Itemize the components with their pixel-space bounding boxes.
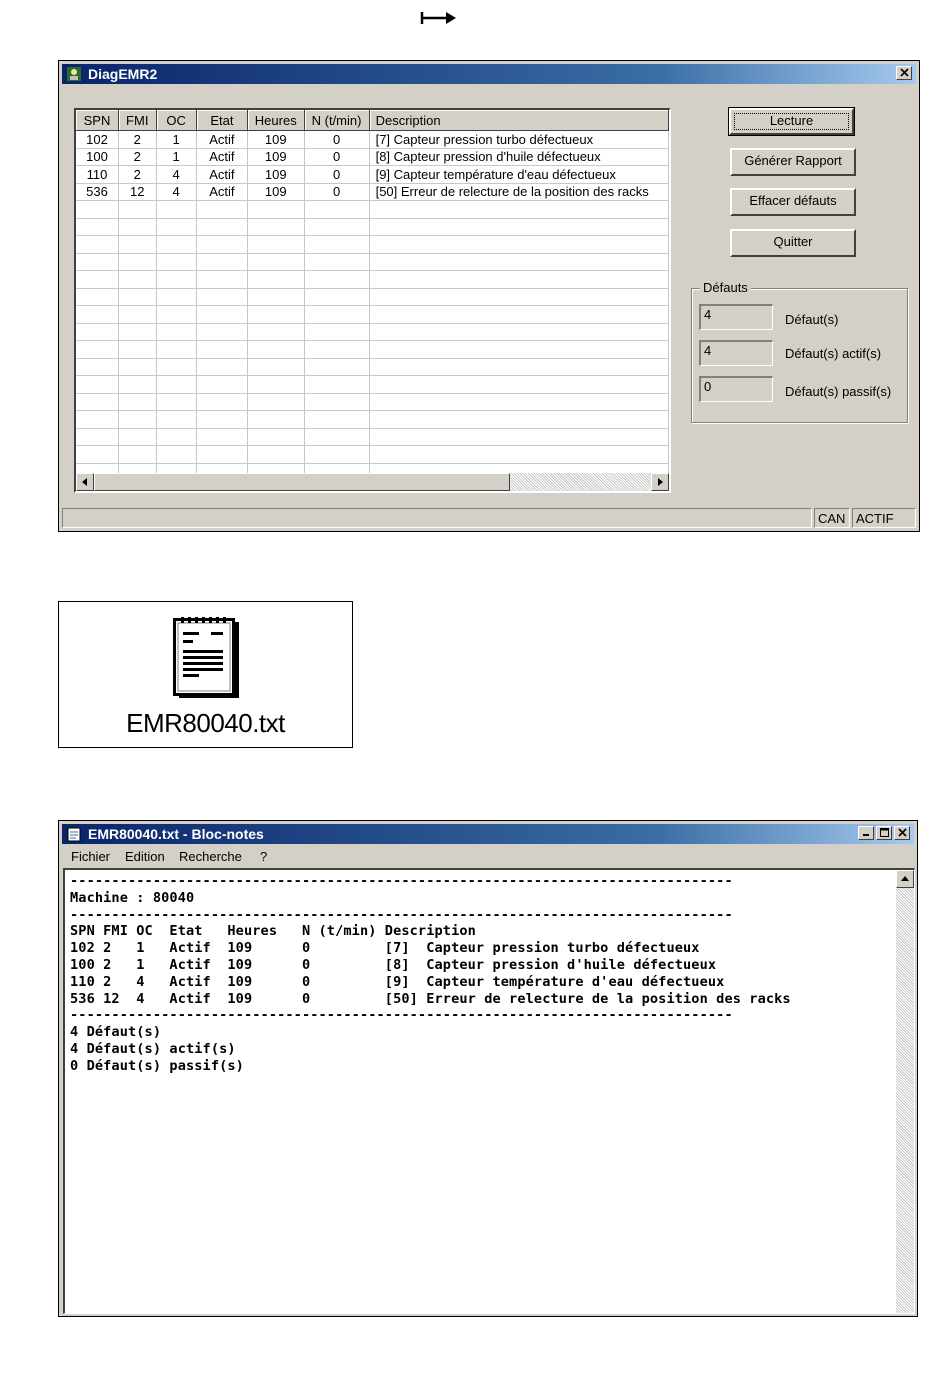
cell-rpm: 0 — [304, 183, 369, 201]
menu-edition[interactable]: Edition — [125, 849, 165, 864]
empty-cell — [76, 446, 118, 464]
empty-cell — [156, 253, 196, 271]
cell-etat: Actif — [196, 131, 247, 149]
empty-cell — [369, 271, 668, 289]
empty-cell — [118, 393, 156, 411]
empty-cell — [196, 218, 247, 236]
column-header-fmi[interactable]: FMI — [118, 110, 156, 131]
empty-cell — [196, 446, 247, 464]
notepad-titlebar[interactable] — [62, 824, 914, 844]
cell-spn: 102 — [76, 131, 118, 149]
scroll-up-button[interactable] — [896, 870, 914, 888]
empty-cell — [247, 393, 304, 411]
faults-table[interactable] — [74, 108, 671, 493]
cell-description: [9] Capteur température d'eau défectueux — [369, 166, 668, 184]
empty-cell — [304, 376, 369, 394]
horizontal-scrollbar[interactable] — [76, 473, 669, 491]
cell-fmi: 12 — [118, 183, 156, 201]
defauts-actifs-label: Défaut(s) actif(s) — [785, 346, 882, 361]
app-icon — [66, 66, 82, 82]
empty-cell — [118, 341, 156, 359]
window-title: EMR80040.txt - Bloc-notes — [88, 826, 264, 842]
empty-cell — [247, 288, 304, 306]
empty-cell — [156, 446, 196, 464]
empty-cell — [76, 218, 118, 236]
generer-rapport-button[interactable] — [730, 148, 856, 176]
column-header-spn[interactable]: SPN — [76, 110, 118, 131]
cell-etat: Actif — [196, 166, 247, 184]
defauts-passifs-field: 0 — [699, 376, 773, 402]
notepad-content: -------------------------------------------------------------------------------- Machine : 80040 -------------------------------------------------------------------------------- SPN FMI OC Etat Heures N (t/min) Description 102 2 1 Actif 109 0 [7] Capteur pression turbo défectueux 100 2 1 Actif 109 0 [8] Capteur pression d'huile défectueux 110 2 4 Actif 109 0 [9] Capteur température d'eau défectueux 536 12 4 Actif 109 0 [50] Erreur de relecture de la position des racks -------------------------------------------------------------------------------- 4 Défaut(s) 4 Défaut(s) actif(s) 0 Défaut(s) passif(s) — [70, 873, 791, 1074]
focus-rectangle — [734, 113, 849, 130]
empty-cell — [156, 411, 196, 429]
empty-cell — [247, 411, 304, 429]
table-row[interactable] — [76, 131, 669, 149]
cell-description: [50] Erreur de relecture de la position des racks — [369, 183, 668, 201]
empty-cell — [118, 358, 156, 376]
cell-etat: Actif — [196, 183, 247, 201]
empty-cell — [369, 341, 668, 359]
empty-table-row — [76, 393, 669, 411]
cell-rpm: 0 — [304, 166, 369, 184]
empty-cell — [156, 358, 196, 376]
defauts-total-label: Défaut(s) — [785, 312, 839, 327]
empty-cell — [76, 358, 118, 376]
empty-cell — [196, 341, 247, 359]
status-pane-actif: ACTIF — [852, 508, 916, 528]
empty-cell — [196, 253, 247, 271]
empty-cell — [118, 306, 156, 324]
empty-cell — [196, 306, 247, 324]
cell-description: [7] Capteur pression turbo défectueux — [369, 131, 668, 149]
empty-cell — [196, 236, 247, 254]
empty-cell — [369, 218, 668, 236]
empty-cell — [304, 236, 369, 254]
empty-cell — [369, 411, 668, 429]
effacer-defauts-button[interactable] — [730, 188, 856, 216]
empty-cell — [156, 428, 196, 446]
cell-rpm: 0 — [304, 131, 369, 149]
empty-cell — [118, 428, 156, 446]
lecture-button-label: Lecture — [769, 113, 814, 128]
empty-cell — [304, 323, 369, 341]
scrollbar-track[interactable] — [510, 473, 651, 491]
empty-table-row — [76, 218, 669, 236]
cell-oc: 4 — [156, 183, 196, 201]
empty-cell — [196, 358, 247, 376]
maximize-icon — [880, 828, 889, 837]
empty-cell — [196, 323, 247, 341]
file-icon-box — [58, 601, 353, 748]
empty-cell — [76, 253, 118, 271]
empty-cell — [369, 323, 668, 341]
empty-cell — [76, 428, 118, 446]
empty-cell — [76, 323, 118, 341]
file-icon-label[interactable]: EMR80040.txt — [126, 708, 285, 738]
table-row[interactable] — [76, 166, 669, 184]
defauts-actifs-field: 4 — [699, 340, 773, 366]
empty-cell — [76, 201, 118, 219]
column-header-etat[interactable]: Etat — [196, 110, 247, 131]
empty-cell — [156, 288, 196, 306]
cell-fmi: 2 — [118, 131, 156, 149]
status-pane-can: CAN — [814, 508, 850, 528]
scroll-right-button[interactable] — [651, 473, 669, 491]
empty-cell — [369, 306, 668, 324]
cell-heures: 109 — [247, 148, 304, 166]
empty-cell — [247, 446, 304, 464]
cell-fmi: 2 — [118, 148, 156, 166]
empty-cell — [304, 446, 369, 464]
empty-cell — [304, 341, 369, 359]
empty-cell — [196, 393, 247, 411]
empty-cell — [247, 306, 304, 324]
empty-cell — [369, 393, 668, 411]
diagemr2-titlebar[interactable] — [62, 64, 916, 84]
empty-cell — [156, 341, 196, 359]
cell-oc: 1 — [156, 148, 196, 166]
menu-bar — [63, 847, 913, 867]
empty-cell — [304, 271, 369, 289]
empty-cell — [247, 271, 304, 289]
empty-cell — [247, 376, 304, 394]
empty-cell — [156, 218, 196, 236]
empty-table-row — [76, 306, 669, 324]
empty-cell — [369, 201, 668, 219]
empty-table-row — [76, 201, 669, 219]
cell-spn: 536 — [76, 183, 118, 201]
table-row[interactable] — [76, 183, 669, 201]
cell-heures: 109 — [247, 183, 304, 201]
arrow-right-icon — [652, 474, 668, 490]
empty-cell — [369, 253, 668, 271]
scrollbar-thumb[interactable] — [94, 473, 510, 491]
empty-table-row — [76, 236, 669, 254]
empty-table-row — [76, 341, 669, 359]
empty-cell — [156, 306, 196, 324]
empty-cell — [76, 341, 118, 359]
quitter-label: Quitter — [773, 234, 813, 249]
close-button[interactable] — [894, 826, 910, 840]
empty-cell — [196, 271, 247, 289]
empty-cell — [247, 428, 304, 446]
maximize-button[interactable] — [876, 826, 892, 840]
defauts-total-field: 4 — [699, 304, 773, 330]
empty-cell — [118, 253, 156, 271]
empty-cell — [304, 201, 369, 219]
empty-cell — [76, 376, 118, 394]
empty-cell — [118, 446, 156, 464]
empty-cell — [156, 376, 196, 394]
empty-table-row — [76, 411, 669, 429]
empty-cell — [76, 393, 118, 411]
empty-table-row — [76, 376, 669, 394]
empty-cell — [156, 323, 196, 341]
cell-rpm: 0 — [304, 148, 369, 166]
table-header-row — [76, 110, 669, 131]
empty-cell — [196, 428, 247, 446]
empty-cell — [118, 201, 156, 219]
effacer-defauts-label: Effacer défauts — [749, 193, 837, 208]
empty-table-row — [76, 428, 669, 446]
empty-cell — [247, 253, 304, 271]
empty-cell — [304, 393, 369, 411]
column-header-rpm[interactable]: N (t/min) — [304, 110, 369, 131]
empty-cell — [247, 201, 304, 219]
empty-cell — [247, 341, 304, 359]
empty-cell — [156, 271, 196, 289]
window-title: DiagEMR2 — [88, 66, 158, 82]
empty-cell — [196, 201, 247, 219]
minimize-button[interactable] — [858, 826, 874, 840]
empty-table-rows — [76, 201, 669, 494]
empty-cell — [118, 411, 156, 429]
empty-cell — [76, 288, 118, 306]
arrow-up-icon — [897, 871, 913, 887]
column-header-oc[interactable]: OC — [156, 110, 196, 131]
minimize-icon — [862, 828, 871, 837]
close-icon — [900, 68, 909, 77]
lecture-button[interactable] — [729, 108, 854, 135]
close-button[interactable] — [896, 66, 912, 80]
defauts-passifs-label: Défaut(s) passif(s) — [785, 384, 892, 399]
notepad-text-area[interactable] — [63, 868, 915, 1314]
empty-cell — [156, 236, 196, 254]
status-pane-main — [62, 508, 812, 528]
cell-heures: 109 — [247, 131, 304, 149]
empty-cell — [76, 306, 118, 324]
empty-cell — [156, 201, 196, 219]
notepad-window — [58, 820, 918, 1317]
status-bar — [62, 508, 916, 528]
empty-cell — [118, 323, 156, 341]
empty-cell — [118, 271, 156, 289]
cell-oc: 1 — [156, 131, 196, 149]
quitter-button[interactable] — [730, 229, 856, 257]
empty-cell — [369, 376, 668, 394]
column-header-description[interactable]: Description — [369, 110, 668, 131]
close-icon — [898, 828, 907, 837]
empty-cell — [118, 288, 156, 306]
empty-table-row — [76, 323, 669, 341]
cell-etat: Actif — [196, 148, 247, 166]
empty-cell — [369, 236, 668, 254]
empty-table-row — [76, 288, 669, 306]
menu-recherche[interactable]: Recherche — [179, 849, 242, 864]
cell-spn: 110 — [76, 166, 118, 184]
empty-table-row — [76, 253, 669, 271]
empty-cell — [76, 271, 118, 289]
empty-cell — [369, 288, 668, 306]
empty-cell — [118, 376, 156, 394]
empty-cell — [76, 236, 118, 254]
empty-cell — [156, 393, 196, 411]
empty-cell — [304, 358, 369, 376]
cell-oc: 4 — [156, 166, 196, 184]
notepad-file-icon[interactable] — [169, 614, 245, 700]
empty-cell — [304, 411, 369, 429]
generer-rapport-label: Générer Rapport — [744, 153, 842, 168]
empty-cell — [304, 253, 369, 271]
empty-table-row — [76, 271, 669, 289]
empty-table-row — [76, 446, 669, 464]
empty-cell — [118, 218, 156, 236]
empty-cell — [304, 288, 369, 306]
empty-cell — [304, 306, 369, 324]
menu-aide[interactable]: ? — [260, 849, 268, 864]
cell-fmi: 2 — [118, 166, 156, 184]
empty-cell — [247, 236, 304, 254]
empty-cell — [369, 428, 668, 446]
empty-cell — [247, 218, 304, 236]
arrow-left-icon — [77, 474, 93, 490]
empty-cell — [76, 411, 118, 429]
empty-cell — [196, 376, 247, 394]
vertical-scrollbar[interactable] — [896, 870, 914, 1313]
empty-cell — [247, 323, 304, 341]
defauts-legend: Défauts — [700, 280, 751, 295]
cell-heures: 109 — [247, 166, 304, 184]
empty-cell — [247, 358, 304, 376]
column-header-heures[interactable]: Heures — [247, 110, 304, 131]
scroll-left-button[interactable] — [76, 473, 94, 491]
notepad-app-icon — [66, 826, 82, 842]
table-row[interactable] — [76, 148, 669, 166]
maps-to-arrow-icon — [420, 8, 458, 28]
empty-cell — [196, 411, 247, 429]
empty-table-row — [76, 358, 669, 376]
empty-cell — [369, 446, 668, 464]
empty-cell — [304, 428, 369, 446]
cell-spn: 100 — [76, 148, 118, 166]
empty-cell — [304, 218, 369, 236]
empty-cell — [369, 358, 668, 376]
cell-description: [8] Capteur pression d'huile défectueux — [369, 148, 668, 166]
empty-cell — [118, 236, 156, 254]
menu-fichier[interactable]: Fichier — [71, 849, 111, 864]
empty-cell — [196, 288, 247, 306]
